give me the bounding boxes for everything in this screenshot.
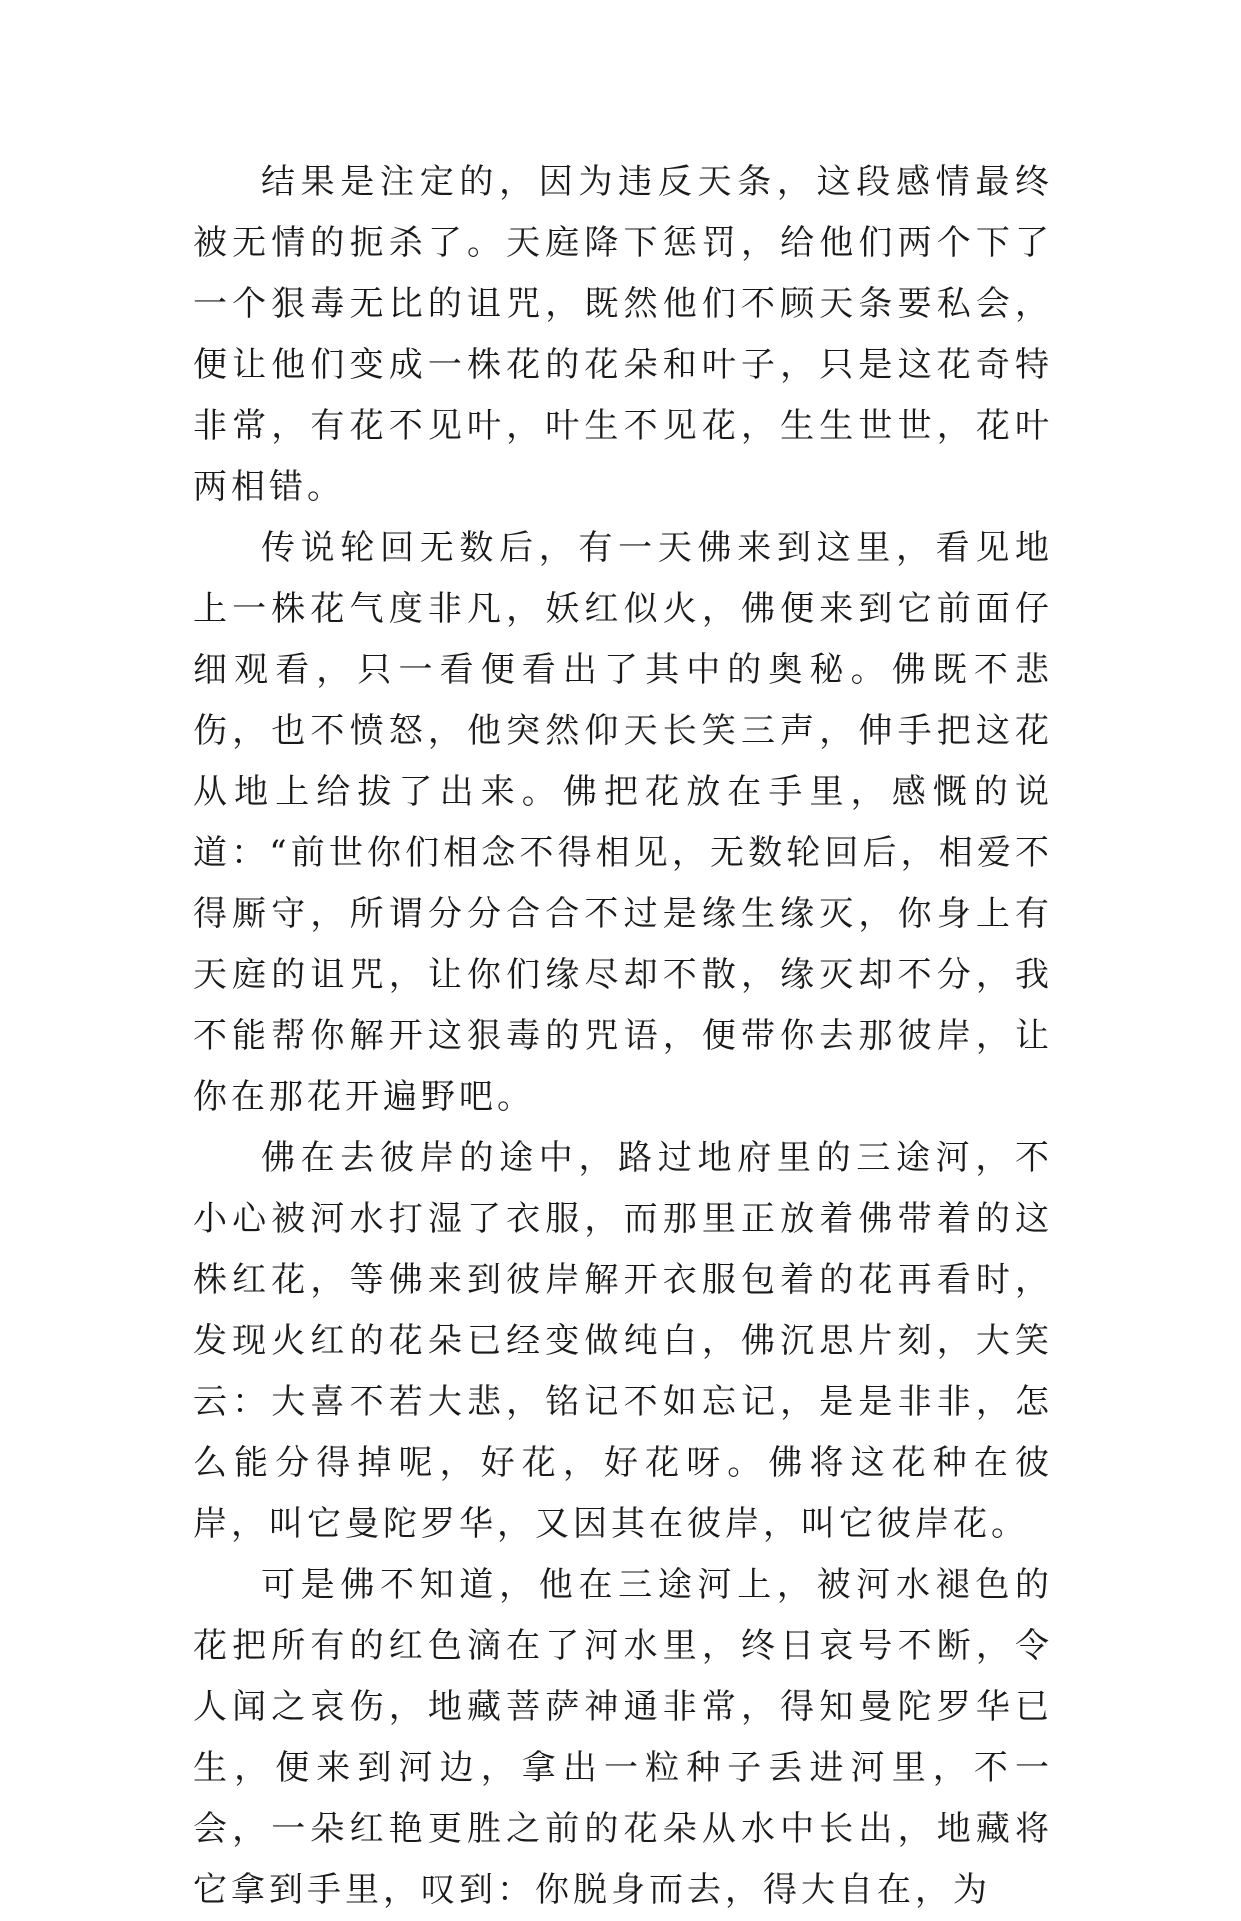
body-text [193, 152, 1053, 1921]
paragraph-4: 可是佛不知道，他在三途河上，被河水褪色的花把所有的红色滴在了河水里，终日哀号不断，令人闻之哀伤，地藏菩萨神通非常，得知曼陀罗华已生，便来到河边，拿出一粒种子丢进河里，不一会，一朵红艳更胜之前的花朵从水中长出，地藏将它拿到手里，叹到：你脱身而去，得大自在，为 [193, 1565, 1053, 1910]
paragraph-3: 佛在去彼岸的途中，路过地府里的三途河，不小心被河水打湿了衣服，而那里正放着佛带着的这株红花，等佛来到彼岸解开衣服包着的花再看时，发现火红的花朵已经变做纯白，佛沉思片刻，大笑云：大喜不若大悲，铭记不如忘记，是是非非，怎么能分得掉呢，好花，好花呀。佛将这花种在彼岸，叫它曼陀罗华，又因其在彼岸，叫它彼岸花。 [193, 1138, 1053, 1544]
paragraph-2: 传说轮回无数后，有一天佛来到这里，看见地上一株花气度非凡，妖红似火，佛便来到它前面仔细观看，只一看便看出了其中的奥秘。佛既不悲伤，也不愤怒，他突然仰天长笑三声，伸手把这花从地上给拔了出来。佛把花放在手里，感慨的说道：“前世你们相念不得相见，无数轮回后，相爱不得厮守，所谓分分合合不过是缘生缘灭，你身上有天庭的诅咒，让你们缘尽却不散，缘灭却不分，我不能帮你解开这狠毒的咒语，便带你去那彼岸，让你在那花开遍野吧。 [193, 528, 1053, 1117]
paragraph-1: 结果是注定的，因为违反天条，这段感情最终被无情的扼杀了。天庭降下惩罚，给他们两个下了一个狠毒无比的诅咒，既然他们不顾天条要私会，便让他们变成一株花的花朵和叶子，只是这花奇特非常，有花不见叶，叶生不见花，生生世世，花叶两相错。 [193, 162, 1053, 507]
